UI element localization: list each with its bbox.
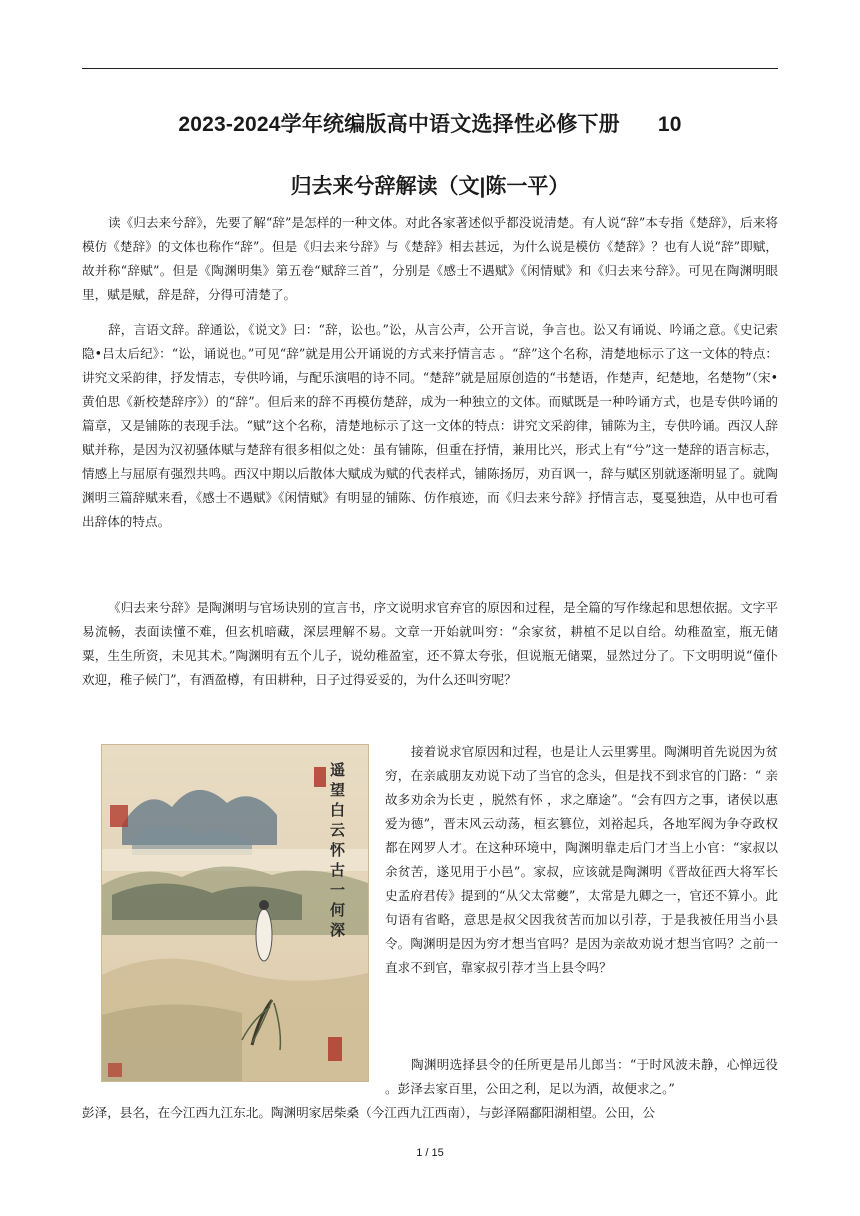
article-title: 归去来兮辞解读（文|陈一平） <box>290 175 570 198</box>
landscape-painting-image <box>101 744 369 1082</box>
paragraph-5-continuation: 彭泽，县名，在今江西九江东北。陶渊明家居柴桑（今江西九江西南），与彭泽隔鄱阳湖相望。公田，公 <box>82 1105 656 1120</box>
painting-artwork <box>102 745 368 1081</box>
document-title <box>82 108 778 138</box>
svg-text:望: 望 <box>330 781 346 799</box>
svg-text:怀: 怀 <box>330 841 346 859</box>
svg-text:白: 白 <box>330 801 346 819</box>
svg-text:云: 云 <box>330 821 346 839</box>
svg-text:深: 深 <box>330 921 346 939</box>
document-title-text: 2023-2024学年统编版高中语文选择性必修下册 <box>178 113 620 136</box>
paragraph-3: 《归去来兮辞》是陶渊明与官场诀别的宣言书，序文说明求官弃官的原因和过程，是全篇的写作缘起和思想依据。文字平易流畅，表面读懂不难，但玄机暗藏，深层理解不易。文章一开始就叫穷：“余家贫，耕植不足以自给。幼稚盈室，瓶无储粟，生生所资，未见其术。”陶渊明有五个儿子，说幼稚盈室，还不算太夸张，但说瓶无储粟，显然过分了。下文明明说“僮仆欢迎，稚子候门”，有酒盈樽，有田耕种，日子过得妥妥的，为什么还叫穷呢？ <box>82 600 778 687</box>
paragraph-2: 辞，言语文辞。辞通讼，《说文》曰：“辞，讼也。”讼，从言公声，公开言说，争言也。讼又有诵说、吟诵之意。《史记索隐•吕太后纪》：“讼，诵说也。”可见“辞”就是用公开诵说的方式来抒情言志 。“辞”这个名称，清楚地标示了这一文体的特点：讲究文采韵律，抒发情志，专供吟诵，与配乐演唱的诗不同。“楚辞”就是屈原创造的“书楚语，作楚声，纪楚地，名楚物”（宋•黄伯思《新校楚辞序》）的“辞”。但后来的辞不再模仿楚辞，成为一种独立的文体。而赋既是一种吟诵方式，也是专供吟诵的篇章，又是铺陈的表现手法。“赋”这个名称，清楚地标示了这一文体的特点：讲究文采韵律，铺陈为主，专供吟诵。西汉人辞赋并称，是因为汉初骚体赋与楚辞有很多相似之处：虽有铺陈，但重在抒情，兼用比兴，形式上有“兮”这一楚辞的语言标志，情感上与屈原有强烈共鸣。西汉中期以后散体大赋成为赋的代表样式，铺陈扬厉，劝百讽一，辞与赋区别就逐渐明显了。就陶渊明三篇辞赋来看，《感士不遇赋》《闲情赋》有明显的铺陈、仿作痕迹，而《归去来兮辞》抒情言志，戛戛独造，从中也可看出辞体的特点。 <box>82 322 778 529</box>
svg-text:遥: 遥 <box>330 761 346 779</box>
paragraph-1: 读《归去来兮辞》，先要了解“辞”是怎样的一种文体。对此各家著述似乎都没说清楚。有人说“辞”本专指《楚辞》，后来将模仿《楚辞》的文体也称作“辞”。但是《归去来兮辞》与《楚辞》相去甚远，为什么说是模仿《楚辞》？也有人说“辞”即赋，故并称“辞赋”。但是《陶渊明集》第五卷“赋辞三首”，分别是《感士不遇赋》《闲情赋》和《归去来兮辞》。可见在陶渊明眼里，赋是赋，辞是辞，分得可清楚了。 <box>82 215 778 302</box>
paragraph-4: 接着说求官原因和过程，也是让人云里雾里。陶渊明首先说因为贫穷，在亲戚朋友劝说下动了当官的念头，但是找不到求官的门路：“ 亲故多劝余为长吏 ，脱然有怀 ，求之靡途”。“会有四方之事，诸侯以惠爱为德”，晋末风云动荡，桓玄篡位，刘裕起兵，各地军阀为争夺政权都在网罗人才。在这种环境中，陶渊明靠走后门才当上小官：“家叔以余贫苦，遂见用于小邑”。家叔，应该就是陶渊明《晋故征西大将军长史孟府君传》提到的“从父太常夔”，太常是九卿之一，官还不算小。此句语有省略，意思是叔父因我贫苦而加以引荐，于是我被任用当小县令。陶渊明是因为穷才想当官吗？是因为亲故劝说才想当官吗？之前一直求不到官，靠家叔引荐才当上县令吗？ <box>385 744 778 975</box>
svg-text:何: 何 <box>330 901 346 919</box>
paragraph-5: 陶渊明选择县令的任所更是吊儿郎当：“于时风波未静，心惮远役 。彭泽去家百里，公田之利，足以为酒，故便求之。” <box>385 1057 778 1096</box>
svg-text:古: 古 <box>330 861 346 879</box>
header-rule <box>82 68 778 69</box>
page-number: 1 / 15 <box>416 1147 444 1159</box>
svg-text:一: 一 <box>330 881 346 899</box>
document-title-number: 10 <box>657 113 682 136</box>
